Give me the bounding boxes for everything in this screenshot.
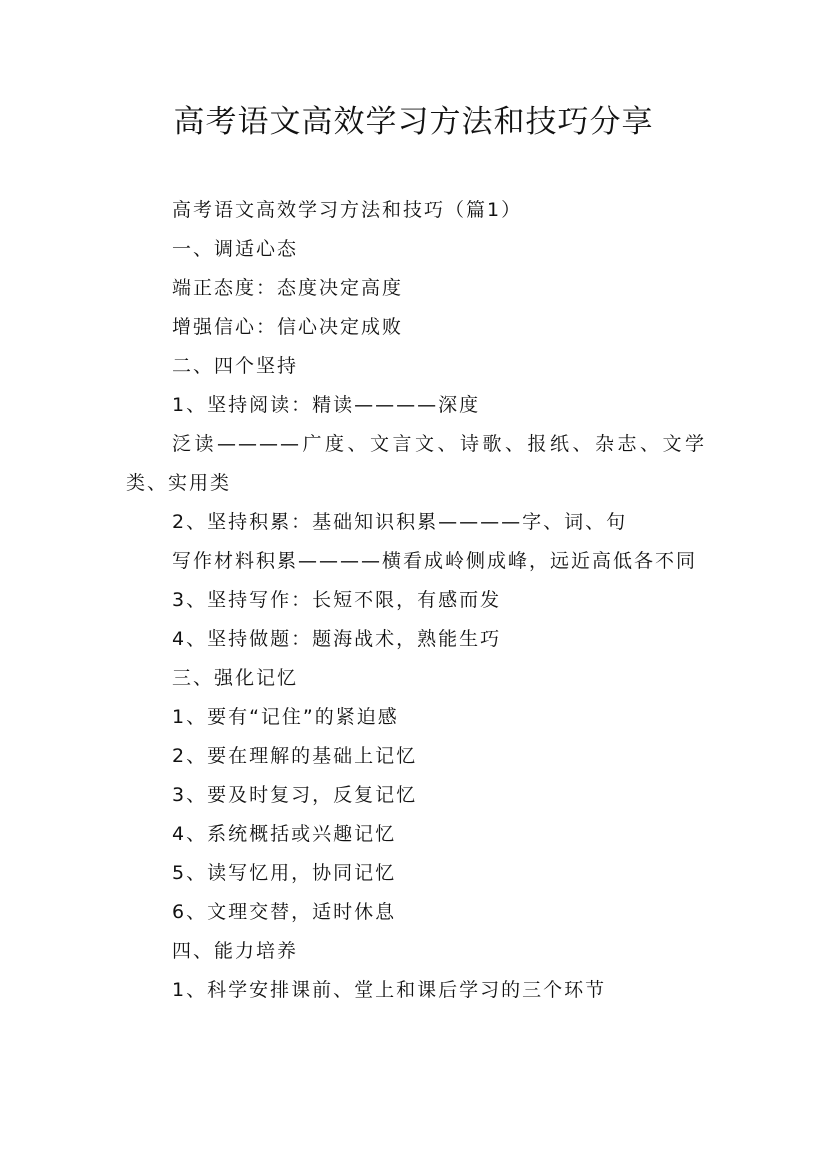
paragraph: 1、科学安排课前、堂上和课后学习的三个环节 [172,979,607,1001]
section-heading: 四、能力培养 [172,940,299,962]
paragraph: 6、文理交替，适时休息 [172,901,397,923]
paragraph: 1、坚持阅读：精读————深度 [172,394,481,416]
paragraph: 泛读————广度、文言文、诗歌、报纸、杂志、文学类、实用类 [126,433,706,494]
paragraph: 端正态度：态度决定高度 [172,277,404,299]
paragraph: 增强信心：信心决定成败 [172,316,404,338]
paragraph: 3、坚持写作：长短不限，有感而发 [172,589,502,611]
paragraph: 高考语文高效学习方法和技巧（篇1） [172,199,523,221]
paragraph: 5、读写忆用，协同记忆 [172,862,397,884]
section-heading: 三、强化记忆 [172,667,299,689]
paragraph: 4、系统概括或兴趣记忆 [172,823,397,845]
section-heading: 二、四个坚持 [172,355,299,377]
paragraph: 1、要有“记住”的紧迫感 [172,706,399,728]
paragraph: 2、坚持积累：基础知识积累————字、词、句 [172,511,628,533]
paragraph: 3、要及时复习，反复记忆 [172,784,418,806]
document-body [126,191,706,1010]
document-title: 高考语文高效学习方法和技巧分享 [173,104,654,140]
paragraph: 2、要在理解的基础上记忆 [172,745,418,767]
paragraph: 4、坚持做题：题海战术，熟能生巧 [172,628,502,650]
paragraph: 写作材料积累————横看成岭侧成峰，远近高低各不同 [172,550,698,572]
section-heading: 一、调适心态 [172,238,299,260]
